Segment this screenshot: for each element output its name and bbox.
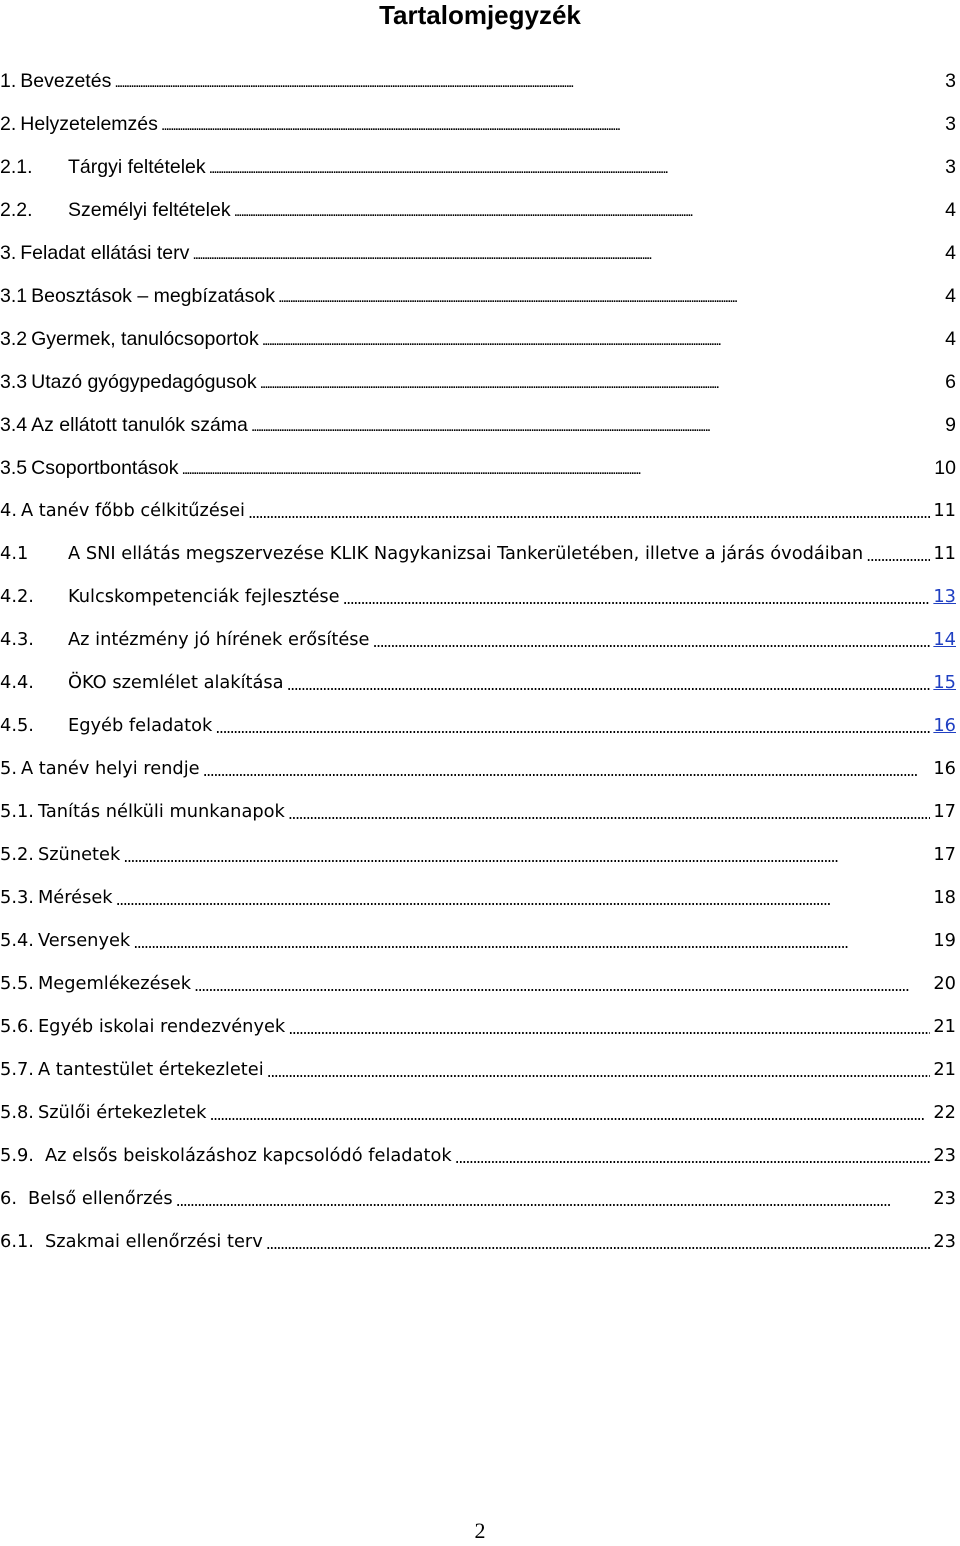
toc-entry[interactable]: [0, 842, 956, 868]
toc-entry[interactable]: [0, 627, 956, 653]
toc-dot-leader: [234, 197, 943, 223]
toc-entry-page: 4: [945, 285, 956, 307]
toc-entry-title: Helyzetelemzés: [20, 113, 158, 135]
toc-entry-number: 3.3: [0, 371, 28, 393]
toc-dot-leader: [267, 1057, 931, 1083]
toc-dot-leader: [161, 111, 942, 137]
toc-entry-number: 6.: [0, 1188, 17, 1209]
toc-entry-page[interactable]: 16: [933, 715, 956, 736]
toc-entry[interactable]: [0, 670, 956, 696]
toc-entry[interactable]: [0, 1186, 956, 1212]
toc-entry[interactable]: [0, 713, 956, 739]
toc-entry-page: 17: [933, 801, 956, 822]
toc-entry[interactable]: [0, 885, 956, 911]
toc-entry[interactable]: [0, 369, 956, 395]
toc-entry-number: 4.1: [0, 543, 29, 564]
toc-entry-title: Egyéb iskolai rendezvények: [37, 1016, 286, 1037]
toc-dot-leader: [194, 971, 930, 997]
toc-dot-leader: [215, 713, 930, 739]
toc-dot-leader: [209, 1100, 930, 1126]
toc-entry-title: Szünetek: [37, 844, 121, 865]
toc-entry-title: A tantestület értekezletei: [37, 1059, 264, 1080]
toc-entry[interactable]: [0, 154, 956, 180]
toc-entry-number: 5.9.: [0, 1145, 34, 1166]
toc-entry-title: Megemlékezések: [37, 973, 192, 994]
toc-dot-leader: [133, 928, 930, 954]
toc-entry-number: 5.4.: [0, 930, 34, 951]
toc-entry[interactable]: [0, 412, 956, 438]
toc-entry-page: 19: [933, 930, 956, 951]
toc-entry-page: 11: [933, 543, 956, 564]
toc-entry-number: 6.1.: [0, 1231, 34, 1252]
toc-entry[interactable]: [0, 1057, 956, 1083]
toc-entry[interactable]: [0, 240, 956, 266]
toc-entry-title: Kulcskompetenciák fejlesztése: [68, 586, 340, 607]
toc-entry[interactable]: [0, 326, 956, 352]
toc-dot-leader: [372, 627, 930, 653]
toc-entry-page: 6: [945, 371, 956, 393]
toc-entry-title: A tanév főbb célkitűzései: [20, 500, 245, 521]
toc-dot-leader: [455, 1143, 931, 1169]
toc-entry-title: Tárgyi feltételek: [68, 156, 206, 178]
toc-entry-title: Szülői értekezletek: [37, 1102, 207, 1123]
toc-entry-number: 2.2.: [0, 199, 33, 221]
toc-dot-leader: [251, 412, 942, 438]
page-number: 2: [474, 1518, 486, 1543]
toc-entry-number: 5.7.: [0, 1059, 34, 1080]
toc-entry[interactable]: [0, 111, 956, 137]
toc-entry-number: 5.5.: [0, 973, 34, 994]
toc-entry-title: Belső ellenőrzés: [28, 1188, 173, 1209]
toc-entry-number: 3.4: [0, 414, 28, 436]
toc-entry-title: Versenyek: [37, 930, 131, 951]
toc-dot-leader: [123, 842, 930, 868]
toc-entry-page: 4: [945, 242, 956, 264]
toc-entry[interactable]: [0, 498, 956, 524]
toc-entry-title: Az ellátott tanulók száma: [31, 414, 248, 436]
toc-entry-page: 20: [933, 973, 956, 994]
toc-dot-leader: [287, 670, 931, 696]
toc-entry-title: Az intézmény jó hírének erősítése: [68, 629, 370, 650]
toc-entry-title: Szakmai ellenőrzési terv: [45, 1231, 263, 1252]
toc-entry[interactable]: [0, 68, 956, 94]
toc-dot-leader: [114, 68, 942, 94]
toc-entry-title: Mérések: [37, 887, 113, 908]
toc-entry-title: ÖKO szemlélet alakítása: [68, 672, 284, 693]
toc-entry[interactable]: [0, 1229, 956, 1255]
toc-entry[interactable]: [0, 584, 956, 610]
toc-dot-leader: [248, 498, 930, 524]
toc-entry-page: 11: [933, 500, 956, 521]
toc-dot-leader: [262, 326, 942, 352]
toc-entry[interactable]: [0, 197, 956, 223]
toc-entry-page[interactable]: 13: [933, 586, 956, 607]
toc-dot-leader: [192, 240, 942, 266]
toc-entry-number: 1.: [0, 70, 17, 92]
toc-entry-title: Utazó gyógypedagógusok: [31, 371, 257, 393]
toc-entry[interactable]: [0, 756, 956, 782]
toc-dot-leader: [182, 455, 932, 481]
toc-dot-leader: [288, 799, 931, 825]
toc-entry-title: A tanév helyi rendje: [20, 758, 200, 779]
toc-entry-page: 22: [933, 1102, 956, 1123]
toc-entry-page: 18: [933, 887, 956, 908]
toc-entry-title: Egyéb feladatok: [68, 715, 213, 736]
toc-entry[interactable]: [0, 928, 956, 954]
toc-dot-leader: [203, 756, 931, 782]
toc-entry-number: 5.: [0, 758, 17, 779]
toc-dot-leader: [116, 885, 931, 911]
toc-entry[interactable]: [0, 971, 956, 997]
toc-entry-title: Feladat ellátási terv: [20, 242, 190, 264]
toc-entry[interactable]: [0, 1014, 956, 1040]
toc-entry-page: 21: [933, 1016, 956, 1037]
toc-entry-number: 4.: [0, 500, 17, 521]
toc-entry-title: Személyi feltételek: [68, 199, 231, 221]
toc-entry-number: 2.: [0, 113, 17, 135]
toc-entry-title: Beosztások – megbízatások: [31, 285, 275, 307]
toc-entry-page: 3: [945, 156, 956, 178]
toc-dot-leader: [866, 541, 930, 567]
toc-title: Tartalomjegyzék: [379, 0, 581, 30]
toc-entry-page: 4: [945, 199, 956, 221]
toc-entry-number: 4.4.: [0, 672, 34, 693]
toc-entry-number: 3.1: [0, 285, 28, 307]
toc-entry[interactable]: [0, 799, 956, 825]
toc-entry-page: 23: [933, 1188, 956, 1209]
toc-entry-title: A SNI ellátás megszervezése KLIK Nagykanizsai Tankerületében, illetve a járás óvodáiban: [68, 543, 864, 564]
toc-dot-leader: [260, 369, 943, 395]
toc-entry-title: Az elsős beiskolázáshoz kapcsolódó feladatok: [45, 1145, 452, 1166]
toc-dot-leader: [288, 1014, 930, 1040]
toc-entry-number: 4.5.: [0, 715, 34, 736]
toc-entry-number: 5.2.: [0, 844, 34, 865]
toc-entry-page[interactable]: 15: [933, 672, 956, 693]
toc-entry-number: 2.1.: [0, 156, 33, 178]
toc-entry-number: 5.8.: [0, 1102, 34, 1123]
toc-dot-leader: [266, 1229, 931, 1255]
toc-entry-page: 9: [945, 414, 956, 436]
toc-entry-number: 5.3.: [0, 887, 34, 908]
toc-entry-page: 4: [945, 328, 956, 350]
toc-entry-number: 4.3.: [0, 629, 34, 650]
toc-entry-page: 16: [933, 758, 956, 779]
toc-dot-leader: [343, 584, 931, 610]
toc-entry[interactable]: [0, 1143, 956, 1169]
toc-entry-page: 10: [934, 457, 956, 479]
toc-entry-page: 21: [933, 1059, 956, 1080]
toc-dot-leader: [278, 283, 942, 309]
toc-entry-title: Csoportbontások: [31, 457, 179, 479]
toc-entry[interactable]: [0, 541, 956, 567]
toc-entry-page: 3: [945, 70, 956, 92]
toc-entry-number: 3.2: [0, 328, 28, 350]
toc-entry[interactable]: [0, 1100, 956, 1126]
toc-entry-page: 23: [933, 1145, 956, 1166]
toc-entry-number: 3.5: [0, 457, 28, 479]
toc-entry-title: Gyermek, tanulócsoportok: [31, 328, 259, 350]
toc-entry-number: 3.: [0, 242, 17, 264]
toc-entry-number: 4.2.: [0, 586, 34, 607]
toc-entry-title: Bevezetés: [20, 70, 112, 92]
toc-entry-page: 3: [945, 113, 956, 135]
toc-dot-leader: [176, 1186, 931, 1212]
toc-entry-page: 17: [933, 844, 956, 865]
toc-entry-page[interactable]: 14: [933, 629, 956, 650]
toc-entry[interactable]: [0, 283, 956, 309]
toc-entry[interactable]: [0, 455, 956, 481]
toc-entry-page: 23: [933, 1231, 956, 1252]
toc-entry-title: Tanítás nélküli munkanapok: [37, 801, 285, 822]
toc-entry-number: 5.1.: [0, 801, 34, 822]
toc-dot-leader: [209, 154, 942, 180]
toc-entry-number: 5.6.: [0, 1016, 34, 1037]
